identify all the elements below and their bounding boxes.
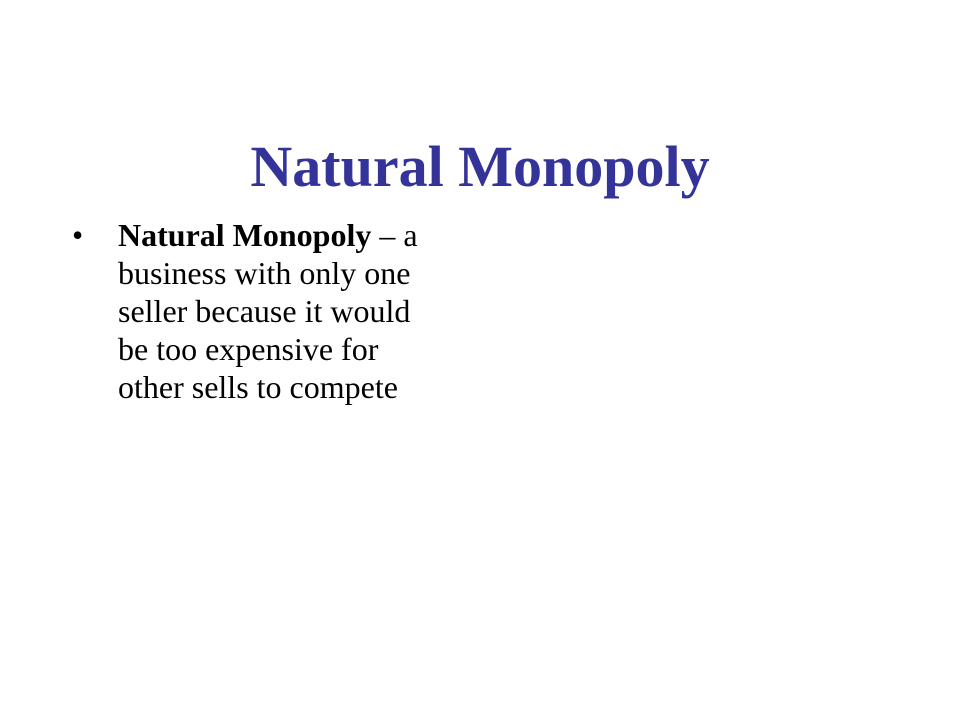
bullet-text [118, 216, 438, 406]
definition-text: – a business with only one seller because it would be too expensive for other sells to compete [118, 217, 418, 405]
defined-term: Natural Monopoly [118, 217, 372, 253]
bullet-point-icon: • [72, 217, 84, 253]
slide-title: Natural Monopoly [250, 133, 710, 199]
bullet-item [72, 216, 492, 406]
